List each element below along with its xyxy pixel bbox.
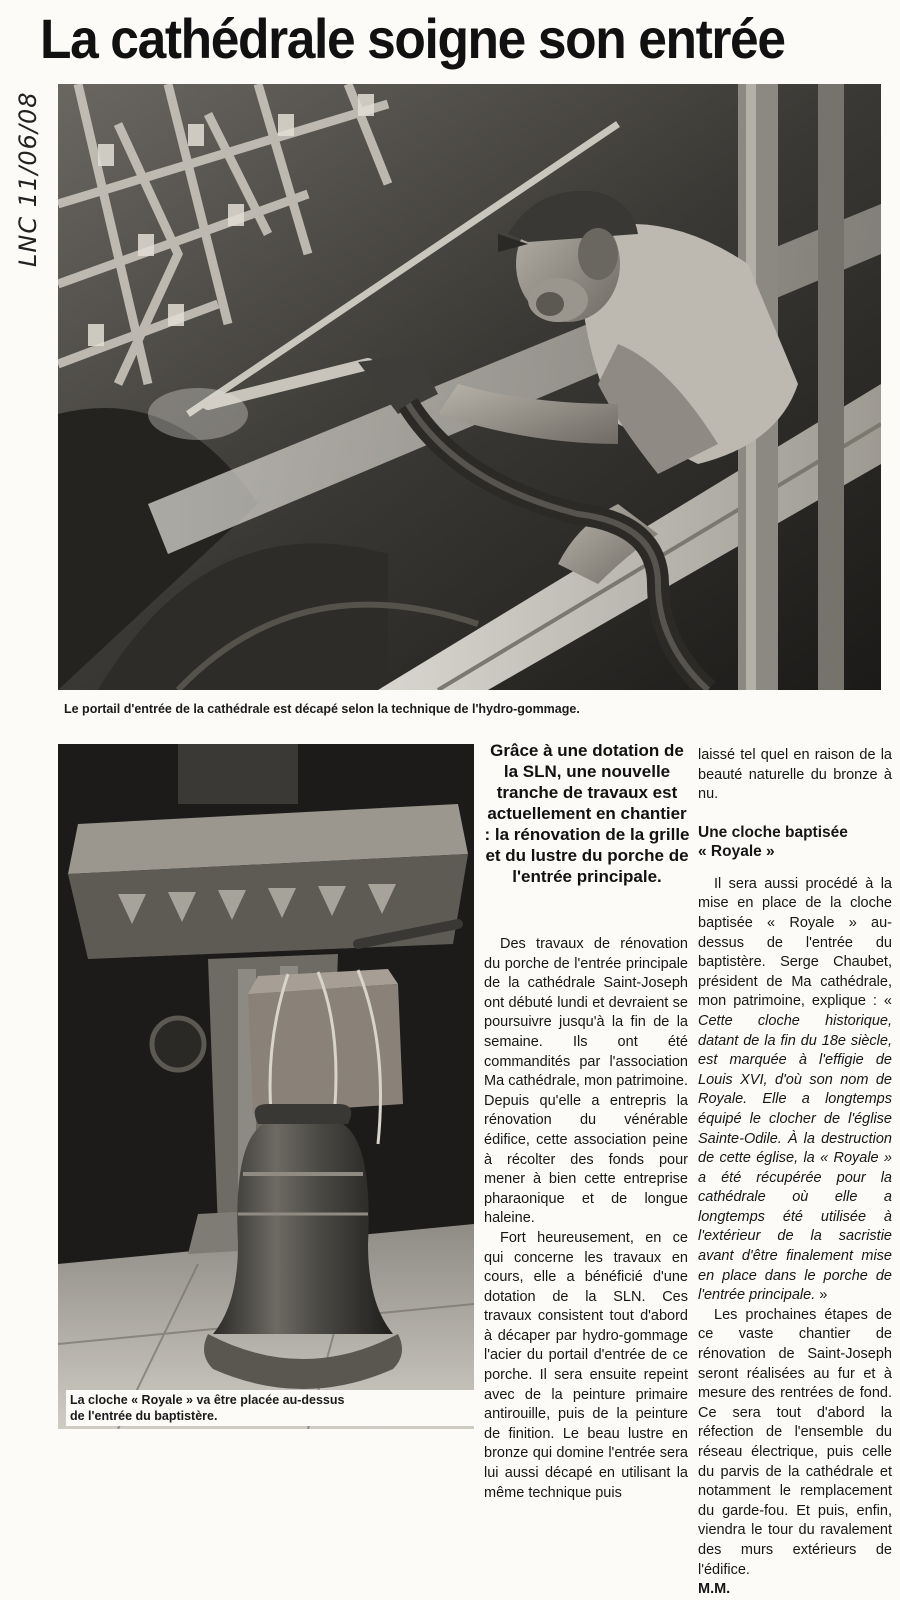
author-signature: M.M. — [698, 1581, 731, 1598]
article-column-middle — [484, 935, 688, 1503]
subheading-line-2: « Royale » — [698, 842, 775, 860]
subheading — [698, 823, 892, 861]
quote-intro: Il sera aussi procédé à la mise en place de la cloche baptisée « Royale » au-dessus de l'entrée du baptistère. Serge Chaubet, président de Ma cathédrale, mon patrimoine, explique : « — [698, 875, 892, 1010]
article-lead: Grâce à une dotation de la SLN, une nouvelle tranche de travaux est actuellement en chantier : la rénovation de la grille et du lustre du porche de l'entrée principale. — [484, 741, 690, 886]
handwritten-margin-note: LNC 11/06/08 — [14, 91, 42, 267]
paragraph: Les prochaines étapes de ce vaste chantier de rénovation de Saint-Joseph seront réalisées au fur et à mesure des rentrées de fond. Ce sera tout d'abord la réfection de l'ensemble du réseau électrique, puis celle du parvis de la cathédrale et notamment le remplacement du garde-fou. Et puis, enfin, viendra le tour du ravalement des murs extérieurs de l'édifice. — [698, 1306, 892, 1578]
photo-bell-royale — [58, 744, 474, 1429]
photo-worker-illustration — [58, 84, 881, 690]
paragraph: Des travaux de rénovation du porche de l'entrée principale de la cathédrale Saint-Joseph ont débuté lundi et devraient se poursuivre jusqu'à la fin de la semaine. Ils ont été commandités par l'association Ma cathédrale, mon patrimoine. Depuis qu'elle a entrepris la rénovation du vénérable édifice, cette association peine à récolter des fonds pour mener à bien cette entreprise pharaonique et de longue haleine. — [484, 936, 688, 1227]
headline: La cathédrale soigne son entrée — [40, 7, 785, 70]
top-photo-caption: Le portail d'entrée de la cathédrale est décapé selon la technique de l'hydro-gommage. — [64, 702, 580, 716]
photo-worker-hydro-gommage — [58, 84, 881, 690]
bell-caption-line-1: La cloche « Royale » va être placée au-dessus — [70, 1393, 345, 1407]
bell-photo-caption — [66, 1390, 474, 1426]
paragraph-quote — [698, 875, 892, 1306]
paragraph: Fort heureusement, en ce qui concerne les travaux en cours, elle a bénéficié d'une dotation de la SLN. Ces travaux consistent tout d'abord à décaper par hydro-gommage l'acier du portail d'entrée de ce porche. Il sera ensuite repeint avec de la peinture primaire antirouille, puis de la peinture de finition. Le beau lustre en bronze qui domine l'entrée sera lui aussi décapé en utilisant la même technique puis — [484, 1229, 688, 1501]
photo-bell-illustration — [58, 744, 474, 1429]
quote-close: » — [815, 1287, 828, 1304]
subheading-line-1: Une cloche baptisée — [698, 823, 848, 841]
paragraph: laissé tel quel en raison de la beauté naturelle du bronze à nu. — [698, 747, 892, 803]
bell-caption-line-2: de l'entrée du baptistère. — [70, 1409, 218, 1423]
article-column-right — [698, 746, 892, 1600]
quote-text: Cette cloche historique, datant de la fin du 18e siècle, est marquée à l'effigie de Louis XVI, d'où son nom de Royale. Elle a longtemps équipé le clocher de l'église Sainte-Odile. À la destruction de cette église, la « Royale » a été récupérée pour la cathédrale où elle a longtemps été utilisée à l'extérieur de la sacristie avant d'être finalement mise en place dans le porche de l'entrée principale. — [698, 1012, 892, 1304]
